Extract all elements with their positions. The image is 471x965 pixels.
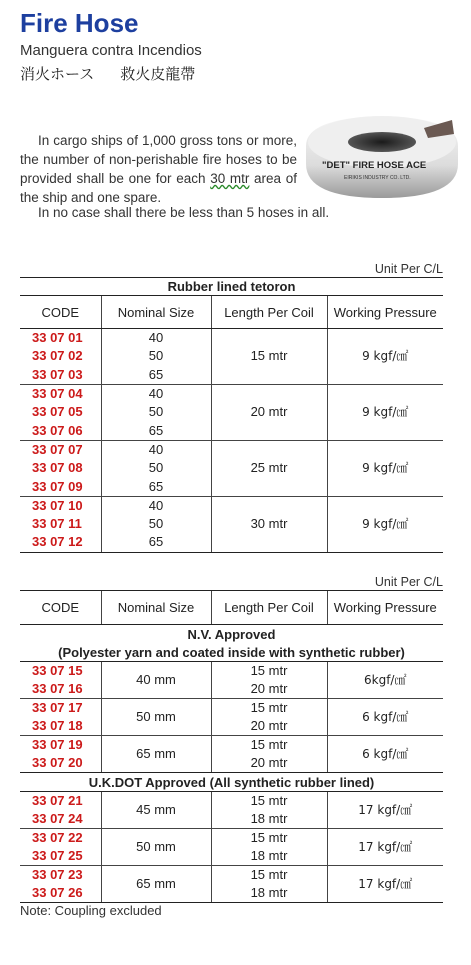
- pressure-cell: 6 kgf/㎠: [327, 699, 443, 736]
- size-cell: 65: [101, 477, 211, 496]
- size-cell: 50: [101, 459, 211, 477]
- col-length: Length Per Coil: [211, 591, 327, 625]
- pressure-cell: 9 kgf/㎠: [327, 440, 443, 496]
- code-cell: 33 07 19: [20, 736, 101, 755]
- length-cell: 20 mtr: [211, 754, 327, 773]
- code-cell: 33 07 25: [32, 848, 83, 863]
- length-cell: 18 mtr: [211, 884, 327, 903]
- hose-sublabel-text: EIRIKIS INDUSTRY CO. LTD.: [344, 175, 411, 181]
- subtitle-asian: [20, 63, 221, 84]
- size-cell: 65: [101, 366, 211, 385]
- subtitle-japanese: 消火ホース: [20, 65, 95, 83]
- col-code: CODE: [20, 591, 101, 625]
- length-cell: 20 mtr: [211, 717, 327, 736]
- length-cell: 25 mtr: [211, 440, 327, 496]
- code-cell: 33 07 10: [20, 496, 101, 515]
- size-cell: 40 mm: [101, 662, 211, 699]
- code-cell: 33 07 06: [32, 422, 83, 438]
- size-cell: 50 mm: [101, 829, 211, 866]
- length-cell: 15 mtr: [211, 699, 327, 718]
- size-cell: 40: [101, 384, 211, 403]
- code-cell: 33 07 02: [32, 348, 83, 364]
- subtitle-chinese: 救火皮龍帶: [120, 65, 196, 83]
- code-cell: 33 07 22: [20, 829, 101, 848]
- pressure-cell: 6 kgf/㎠: [327, 736, 443, 773]
- pressure-cell: 9 kgf/㎠: [327, 496, 443, 552]
- length-cell: 30 mtr: [211, 496, 327, 552]
- code-cell: 33 07 09: [32, 478, 83, 494]
- size-cell: 50: [101, 403, 211, 421]
- size-cell: 65: [101, 533, 211, 552]
- code-cell: 33 07 11: [32, 516, 82, 532]
- code-cell: 33 07 12: [20, 533, 101, 552]
- code-cell: 33 07 01: [32, 330, 83, 346]
- code-cell: 33 07 04: [20, 384, 101, 403]
- size-cell: 50 mm: [101, 699, 211, 736]
- rubber-lined-table: [20, 277, 443, 553]
- pressure-cell: 6kgf/㎠: [327, 662, 443, 699]
- size-cell: 40: [101, 329, 211, 348]
- description-paragraph: [20, 131, 297, 207]
- section-nv-title: N.V. Approved: [187, 626, 276, 642]
- unit-label-1: Unit Per C/L: [374, 262, 443, 276]
- col-pressure: Working Pressure: [327, 591, 443, 625]
- size-cell: 65: [101, 421, 211, 440]
- length-cell: 18 mtr: [211, 810, 327, 829]
- length-cell: 20 mtr: [211, 680, 327, 699]
- fire-hose-image: [302, 108, 462, 203]
- length-cell: 20 mtr: [211, 384, 327, 440]
- size-cell: 50: [101, 347, 211, 365]
- pressure-cell: 17 kgf/㎠: [327, 829, 443, 866]
- coupling-note: Note: Coupling excluded: [20, 903, 162, 918]
- length-cell: 15 mtr: [211, 866, 327, 885]
- section-nv-subtitle: (Polyester yarn and coated inside with synthetic rubber): [20, 643, 443, 662]
- length-cell: 15 mtr: [211, 792, 327, 811]
- hose-label-text: "DET" FIRE HOSE ACE: [322, 160, 427, 171]
- code-cell: 33 07 07: [20, 440, 101, 459]
- subtitle-spanish: Manguera contra Incendios: [20, 42, 202, 59]
- size-cell: 65 mm: [101, 866, 211, 903]
- description-line-a: In cargo ships of 1,000 gross tons or more, the number of non-perishable fire hoses to be provided shall be one for each: [20, 133, 297, 186]
- size-cell: 40: [101, 440, 211, 459]
- code-cell: 33 07 15: [32, 663, 83, 678]
- code-cell: 33 07 26: [20, 884, 101, 903]
- code-cell: 33 07 17: [20, 699, 101, 718]
- code-cell: 33 07 08: [32, 460, 83, 476]
- pressure-cell: 9 kgf/㎠: [327, 329, 443, 385]
- size-cell: 65 mm: [101, 736, 211, 773]
- col-code: CODE: [20, 296, 101, 329]
- page-title: Fire Hose: [20, 8, 139, 38]
- length-cell: 15 mtr: [211, 736, 327, 755]
- code-cell: 33 07 16: [32, 681, 83, 696]
- unit-label-2: Unit Per C/L: [374, 575, 443, 589]
- code-cell: 33 07 18: [32, 718, 83, 733]
- approved-hose-table: [20, 590, 443, 903]
- col-pressure: Working Pressure: [327, 296, 443, 329]
- length-cell: 15 mtr: [211, 329, 327, 385]
- length-cell: 18 mtr: [211, 847, 327, 866]
- code-cell: 33 07 05: [32, 404, 83, 420]
- col-nominal: Nominal Size: [101, 591, 211, 625]
- length-cell: 15 mtr: [211, 662, 327, 681]
- size-cell: 45 mm: [101, 792, 211, 829]
- description-line-c: In no case shall there be less than 5 hoses in all.: [38, 205, 330, 220]
- description-line-b: area of the ship and one spare.: [20, 171, 298, 205]
- code-cell: 33 07 21: [32, 793, 83, 808]
- code-cell: 33 07 03: [32, 366, 83, 382]
- code-cell: 33 07 23: [20, 866, 101, 885]
- code-cell: 33 07 20: [20, 754, 101, 773]
- code-cell: 33 07 24: [32, 811, 83, 826]
- pressure-cell: 17 kgf/㎠: [327, 792, 443, 829]
- pressure-cell: 17 kgf/㎠: [327, 866, 443, 903]
- pressure-cell: 9 kgf/㎠: [327, 384, 443, 440]
- category-header: Rubber lined tetoron: [20, 278, 443, 296]
- col-length: Length Per Coil: [211, 296, 327, 329]
- size-cell: 50: [101, 515, 211, 533]
- col-nominal: Nominal Size: [101, 296, 211, 329]
- description-mtr: 30 mtr: [210, 171, 250, 186]
- size-cell: 40: [101, 496, 211, 515]
- length-cell: 15 mtr: [211, 829, 327, 848]
- section-ukdot-title: U.K.DOT Approved (All synthetic rubber lined): [20, 773, 443, 792]
